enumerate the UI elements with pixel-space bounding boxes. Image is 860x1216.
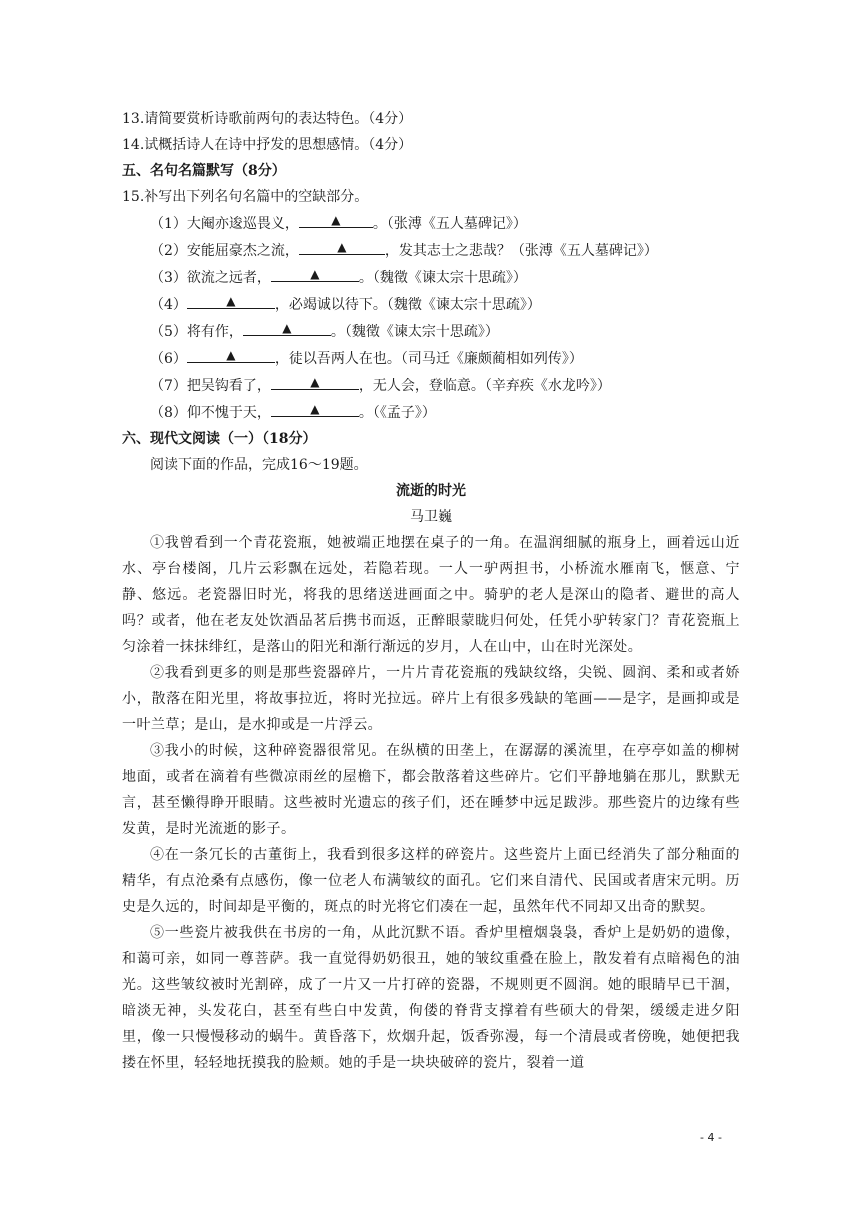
article-paragraph-3: ③我小的时候，这种碎瓷器很常见。在纵横的田垄上，在潺潺的溪流里，在亭亭如盖的柳树地面，或者在滴着有些微凉雨丝的屋檐下，都会散落着这些碎片。它们平静地躺在那儿，默默无言，甚至懒得睁开眼睛。这些被时光遗忘的孩子们，还在睡梦中远足跋涉。那些瓷片的边缘有些发黄，是时光流逝的影子。: [122, 743, 740, 837]
fill-item-suffix: ，发其志士之悲哉？（张溥《五人墓碑记》）: [384, 243, 658, 259]
fill-item-5: [122, 318, 740, 345]
article-paragraph-2: ②我看到更多的则是那些瓷器碎片，一片片青花瓷瓶的残缺纹络，尖锐、圆润、柔和或者娇小，散落在阳光里，将故事拉近，将时光拉远。碎片上有很多残缺的笔画——是字，是画抑或是一叶兰草；是山，是水抑或是一片浮云。: [122, 665, 740, 733]
triangle-marker-icon: ▲: [282, 321, 292, 335]
article-paragraph-1: ①我曾看到一个青花瓷瓶，她被端正地摆在桌子的一角。在温润细腻的瓶身上，画着远山近水、亭台楼阁，几片云彩飘在远处，若隐若现。一人一驴两担书，小桥流水雁南飞，惬意、宁静、悠远。老瓷器旧时光，将我的思绪送进画面之中。骑驴的老人是深山的隐者、避世的高人吗？或者，他在老友处饮酒品茗后携书而返，正醉眼蒙眬归何处，任凭小驴转家门？青花瓷瓶上匀涂着一抹抹绯红，是落山的阳光和渐行渐远的岁月，人在山中，山在时光深处。: [122, 535, 740, 655]
answer-blank: [271, 399, 359, 417]
section-6-heading: 六、现代文阅读（一）（18分）: [122, 431, 317, 447]
fill-item-suffix: ，无人会，登临意。（辛弃疾《水龙吟》）: [358, 378, 611, 394]
question-14: 14.试概括诗人在诗中抒发的思想感情。（4分）: [122, 137, 413, 153]
fill-item-suffix: ，徒以吾两人在也。（司马迁《廉颇蔺相如列传》）: [274, 351, 583, 367]
answer-blank: [187, 291, 275, 309]
article-title: 流逝的时光: [396, 483, 466, 499]
article-author: 马卫巍: [410, 509, 452, 525]
fill-item-prefix: （4）: [150, 297, 187, 313]
fill-item-3: [122, 264, 740, 291]
article-paragraph-4: ④在一条冗长的古董街上，我看到很多这样的碎瓷片。这些瓷片上面已经消失了部分釉面的精华，有点沧桑有点感伤，像一位老人布满皱纹的面孔。它们来自清代、民国或者唐宋元明。历史是久远的，时间却是平衡的，斑点的时光将它们凑在一起，虽然年代不同却又出奇的默契。: [122, 847, 740, 915]
fill-item-prefix: （1）大阉亦逡巡畏义，: [150, 216, 299, 232]
article-paragraph-5: ⑤一些瓷片被我供在书房的一角，从此沉默不语。香炉里檀烟袅袅，香炉上是奶奶的遗像，和蔼可亲，如同一尊菩萨。我一直觉得奶奶很丑，她的皱纹重叠在脸上，散发着有点暗褐色的油光。这些皱纹被时光割碎，成了一片又一片打碎的瓷器，不规则更不圆润。她的眼睛早已干涸，暗淡无神，头发花白，甚至有些白中发黄，佝偻的脊背支撑着有些硕大的骨架，缓缓走进夕阳里，像一只慢慢移动的蜗牛。黄昏落下，炊烟升起，饭香弥漫，每一个清晨或者傍晚，她便把我搂在怀里，轻轻地抚摸我的脸颊。她的手是一块块破碎的瓷片，裂着一道: [122, 925, 740, 1071]
fill-item-4: [122, 291, 740, 318]
fill-item-prefix: （7）把吴钩看了，: [150, 378, 271, 394]
fill-item-8: [122, 399, 740, 426]
fill-item-prefix: （8）仰不愧于天，: [150, 405, 271, 421]
page-number: - 4 -: [700, 1131, 722, 1144]
answer-blank: [243, 318, 331, 336]
section-5-heading: 五、名句名篇默写（8分）: [122, 163, 286, 179]
page-content: [122, 106, 740, 1076]
triangle-marker-icon: ▲: [310, 375, 320, 389]
triangle-marker-icon: ▲: [226, 294, 236, 308]
fill-item-suffix: 。（《孟子》）: [358, 405, 436, 421]
triangle-marker-icon: ▲: [337, 240, 347, 254]
triangle-marker-icon: ▲: [226, 348, 236, 362]
fill-item-6: [122, 345, 740, 372]
fill-item-7: [122, 372, 740, 399]
triangle-marker-icon: ▲: [310, 402, 320, 416]
answer-blank: [299, 210, 373, 228]
question-15: 15.补写出下列名句名篇中的空缺部分。: [122, 189, 369, 205]
fill-item-prefix: （3）欲流之远者，: [150, 270, 271, 286]
fill-item-suffix: 。（魏徵《谏太宗十思疏》）: [358, 270, 527, 286]
reading-instruction: 阅读下面的作品，完成16～19题。: [150, 457, 368, 473]
answer-blank: [271, 372, 359, 390]
fill-item-suffix: 。（张溥《五人墓碑记》）: [372, 216, 527, 232]
fill-item-prefix: （6）: [150, 351, 187, 367]
fill-item-suffix: ，必竭诚以待下。（魏徵《谏太宗十思疏》）: [274, 297, 541, 313]
fill-item-2: [122, 237, 740, 264]
answer-blank: [299, 237, 385, 255]
question-13: 13.请简要赏析诗歌前两句的表达特色。（4分）: [122, 111, 413, 127]
answer-blank: [271, 264, 359, 282]
fill-item-prefix: （2）安能屈豪杰之流，: [150, 243, 299, 259]
fill-item-suffix: 。（魏徵《谏太宗十思疏》）: [330, 324, 499, 340]
triangle-marker-icon: ▲: [331, 213, 341, 227]
fill-item-1: [122, 210, 740, 237]
fill-item-prefix: （5）将有作，: [150, 324, 243, 340]
triangle-marker-icon: ▲: [310, 267, 320, 281]
answer-blank: [187, 345, 275, 363]
